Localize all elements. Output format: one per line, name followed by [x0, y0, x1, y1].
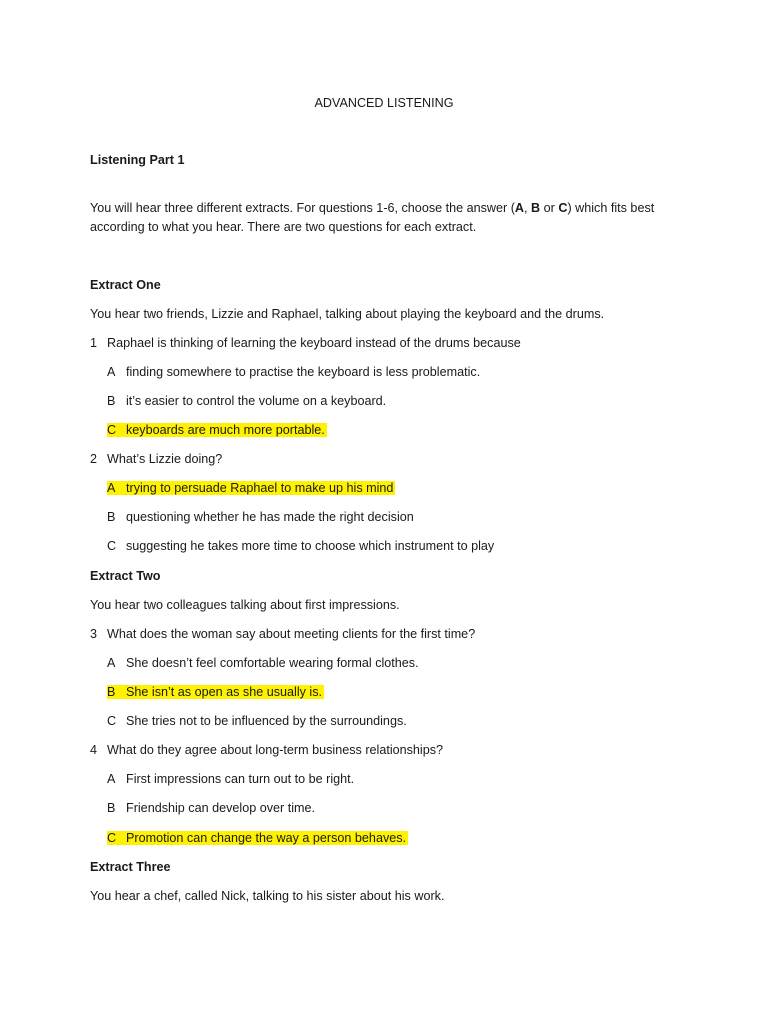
question: [90, 335, 521, 351]
question-number: 3: [90, 627, 98, 641]
question-text: Raphael is thinking of learning the keyboard instead of the drums because: [107, 336, 521, 350]
option-text: Promotion can change the way a person behaves.: [126, 831, 407, 845]
answer-highlight: [107, 685, 324, 699]
option-letter: B: [107, 685, 116, 699]
option-letter: C: [107, 423, 117, 437]
option-letter: A: [107, 365, 116, 379]
option-text: Friendship can develop over time.: [126, 801, 316, 815]
option-letter: B: [107, 510, 116, 524]
instructions-option-a: A: [514, 201, 525, 215]
part-heading: Listening Part 1: [90, 153, 185, 167]
question-text: What do they agree about long-term business relationships?: [107, 743, 444, 757]
answer-option: [107, 364, 480, 380]
question: [90, 742, 443, 758]
answer-option: [107, 713, 407, 729]
option-letter: A: [107, 656, 116, 670]
option-text: questioning whether he has made the right decision: [126, 510, 414, 524]
option-text: it’s easier to control the volume on a keyboard.: [126, 394, 387, 408]
instructions-option-b: B: [531, 201, 541, 215]
option-letter: C: [107, 539, 117, 553]
option-text: finding somewhere to practise the keyboard is less problematic.: [126, 365, 481, 379]
option-letter: C: [107, 714, 117, 728]
question-text: What does the woman say about meeting clients for the first time?: [107, 627, 476, 641]
answer-option: [107, 509, 414, 525]
option-text: She isn’t as open as she usually is.: [126, 685, 323, 699]
extract-heading: Extract Two: [90, 569, 161, 583]
extract-context: You hear a chef, called Nick, talking to his sister about his work.: [90, 889, 445, 903]
question-number: 2: [90, 452, 98, 466]
instructions-separator: ,: [524, 201, 532, 215]
option-text: keyboards are much more portable.: [126, 423, 325, 437]
option-text: First impressions can turn out to be right.: [126, 772, 355, 786]
option-letter: A: [107, 481, 116, 495]
answer-highlight: [107, 831, 408, 845]
option-letter: B: [107, 801, 116, 815]
option-text: suggesting he takes more time to choose which instrument to play: [126, 539, 495, 553]
question-text: What’s Lizzie doing?: [107, 452, 223, 466]
answer-option-highlighted: [107, 480, 395, 496]
option-text: She doesn’t feel comfortable wearing formal clothes.: [126, 656, 419, 670]
answer-option: [107, 771, 354, 787]
answer-option-highlighted: [107, 684, 324, 700]
instructions-line-1: [90, 200, 654, 216]
answer-option: [107, 800, 315, 816]
answer-option: [107, 393, 386, 409]
instructions-option-c: C: [558, 201, 568, 215]
instructions-line-2: according to what you hear. There are two questions for each extract.: [90, 220, 477, 234]
page-title: ADVANCED LISTENING: [314, 96, 454, 110]
option-text: She tries not to be influenced by the surroundings.: [126, 714, 407, 728]
answer-option-highlighted: [107, 830, 408, 846]
answer-highlight: [107, 481, 395, 495]
option-letter: B: [107, 394, 116, 408]
question-number: 4: [90, 743, 98, 757]
option-letter: A: [107, 772, 116, 786]
instructions-text: ) which fits best: [567, 201, 655, 215]
instructions-separator: or: [540, 201, 559, 215]
question: [90, 626, 475, 642]
extract-context: You hear two friends, Lizzie and Raphael, talking about playing the keyboard and the drums.: [90, 307, 605, 321]
instructions-text: You will hear three different extracts. For questions 1-6, choose the answer (: [90, 201, 515, 215]
option-letter: C: [107, 831, 117, 845]
extract-heading: Extract Three: [90, 860, 171, 874]
question-number: 1: [90, 336, 98, 350]
question: [90, 451, 222, 467]
answer-option-highlighted: [107, 422, 327, 438]
option-text: trying to persuade Raphael to make up his mind: [126, 481, 394, 495]
extract-heading: Extract One: [90, 278, 161, 292]
answer-option: [107, 538, 494, 554]
answer-option: [107, 655, 419, 671]
extract-context: You hear two colleagues talking about first impressions.: [90, 598, 400, 612]
answer-highlight: [107, 423, 327, 437]
